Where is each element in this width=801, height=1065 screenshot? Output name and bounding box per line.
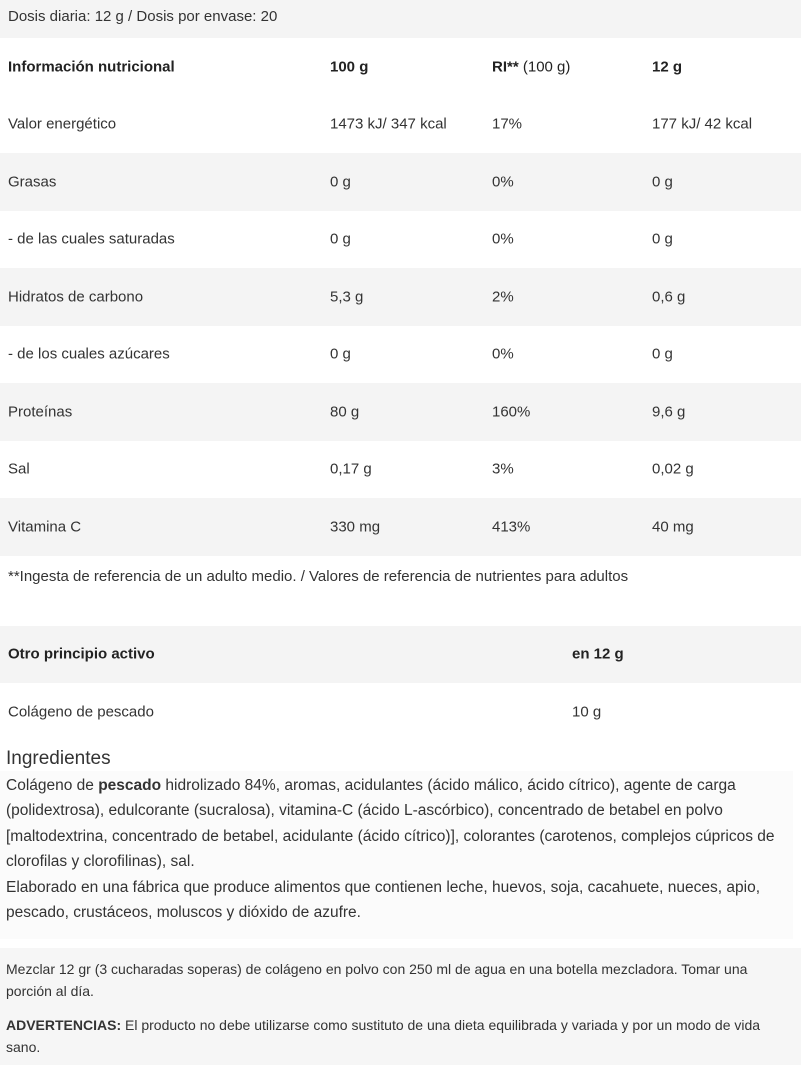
- ri-percent: 0%: [492, 345, 514, 363]
- nutrition-row: [0, 268, 801, 326]
- ingredients-text: [0, 771, 793, 939]
- nutrient-name: Proteínas: [8, 403, 73, 421]
- nutrition-row: [0, 441, 801, 499]
- active-name: Colágeno de pescado: [8, 703, 154, 721]
- ri-footnote: [0, 556, 801, 626]
- nutrient-name: Hidratos de carbono: [8, 288, 144, 306]
- active-header-row: [0, 626, 801, 684]
- value-per-12g: 0 g: [652, 230, 673, 248]
- dose-line: [0, 0, 801, 38]
- ingredients-lead: Colágeno de: [6, 776, 99, 794]
- value-per-100g: 0,17 g: [330, 460, 372, 478]
- ri-percent: 0%: [492, 230, 514, 248]
- nutrient-name: - de las cuales saturadas: [8, 230, 175, 248]
- usage-instructions: Mezclar 12 gr (3 cucharadas soperas) de colágeno en polvo con 250 ml de agua en una botella mezcladora. Tomar una porción al día.: [6, 961, 748, 999]
- nutrition-table: [0, 38, 801, 556]
- warning-label: ADVERTENCIAS:: [6, 1017, 122, 1033]
- value-per-12g: 40 mg: [652, 518, 694, 536]
- value-per-100g: 330 mg: [330, 518, 381, 536]
- nutrient-name: Grasas: [8, 173, 57, 191]
- value-per-100g: 0 g: [330, 230, 351, 248]
- value-per-100g: 0 g: [330, 173, 351, 191]
- warning-text: El producto no debe utilizarse como sustituto de una dieta equilibrada y variada y por un modo de vida sano.: [6, 1017, 761, 1055]
- value-per-12g: 9,6 g: [652, 403, 686, 421]
- ri-footnote-text: **Ingesta de referencia de un adulto medio. / Valores de referencia de nutrientes para adultos: [8, 567, 629, 585]
- nutrition-row: [0, 153, 801, 211]
- header-ri-label: RI**: [492, 58, 519, 76]
- value-per-100g: 80 g: [330, 403, 360, 421]
- nutrition-row: [0, 498, 801, 556]
- value-per-100g: 5,3 g: [330, 288, 364, 306]
- value-per-100g: 1473 kJ/ 347 kcal: [330, 115, 447, 133]
- usage-box: [0, 948, 801, 1065]
- active-ingredient-table: [0, 626, 801, 741]
- nutrition-row: [0, 96, 801, 154]
- ri-percent: 2%: [492, 288, 514, 306]
- nutrition-row: [0, 383, 801, 441]
- active-row: [0, 683, 801, 741]
- header-per-100g: 100 g: [330, 58, 369, 76]
- nutrient-name: Valor energético: [8, 115, 117, 133]
- nutrient-name: Sal: [8, 460, 30, 478]
- header-per-12g: 12 g: [652, 58, 683, 76]
- ingredients-rest: hidrolizado 84%, aromas, acidulantes (ácido málico, ácido cítrico), agente de carga (polidextrosa), edulcorante (sucralosa), vitamina-C (ácido L-ascórbico), concentrado de betabel en polvo [maltodextrina, concentrado de betabel, acidulante (ácido cítrico)], colorantes (carotenos, complejos cúpricos de clorofilas y clorofilinas), sal.: [6, 776, 775, 870]
- nutrient-name: Vitamina C: [8, 518, 82, 536]
- ri-percent: 160%: [492, 403, 531, 421]
- ingredients-heading: Ingredientes: [6, 747, 111, 769]
- value-per-12g: 0,02 g: [652, 460, 694, 478]
- nutrition-row: [0, 211, 801, 269]
- dose-text: Dosis diaria: 12 g / Dosis por envase: 20: [8, 8, 278, 25]
- warning-paragraph: [6, 1014, 795, 1058]
- allergen-notice: Elaborado en una fábrica que produce alimentos que contienen leche, huevos, soja, cacahuete, nueces, apio, pescado, crustáceos, moluscos y dióxido de azufre.: [6, 878, 760, 921]
- ri-percent: 413%: [492, 518, 531, 536]
- nutrition-header-row: [0, 38, 801, 96]
- value-per-12g: 177 kJ/ 42 kcal: [652, 115, 753, 133]
- header-nutrition-info: Información nutricional: [8, 58, 175, 76]
- value-per-12g: 0,6 g: [652, 288, 686, 306]
- value-per-12g: 0 g: [652, 173, 673, 191]
- header-active-ingredient: Otro principio activo: [8, 645, 155, 663]
- ingredients-bold-word: pescado: [98, 776, 162, 794]
- header-ri: [492, 58, 570, 75]
- nutrition-row: [0, 326, 801, 384]
- header-ri-basis: (100 g): [518, 58, 571, 76]
- ri-percent: 3%: [492, 460, 514, 478]
- header-per-12g-active: en 12 g: [572, 645, 624, 663]
- ri-percent: 17%: [492, 115, 523, 133]
- value-per-100g: 0 g: [330, 345, 351, 363]
- nutrient-name: - de los cuales azúcares: [8, 345, 170, 363]
- ri-percent: 0%: [492, 173, 514, 191]
- value-per-12g: 0 g: [652, 345, 673, 363]
- active-value: 10 g: [572, 703, 602, 721]
